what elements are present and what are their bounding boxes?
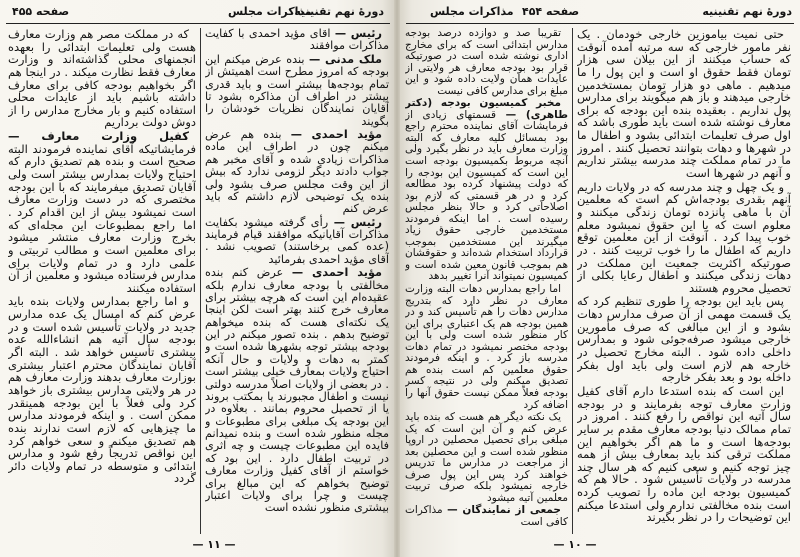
text-column-left — [8, 28, 196, 534]
speech-text: بنده عرض میکنم این بودجه که امروز مطرح است اهمیتش از تمام بودجه‌ها بیشتر است و باید قدری بیشتر در اطراف آن مذاکره بشود تا آقایان نمایندگان نظریات خودشان را بگویند — [205, 52, 389, 128]
folio-number: — ۱۱ — — [192, 538, 236, 551]
speech-paragraph — [405, 28, 568, 97]
speech-text: فرمایشاتیکه آقای نماینده فرمودند البته صحیح است و بنده هم تصدیق دارم که احتیاج ولایات بمدارس بیشتر است ولی آقایان تصدیق میفرمایند که با این بودجه مختصری که در دست وزارت معارف است نمیشود بیش از این اقدام کرد . اما راجع بمطبوعات این مجله‌ای که بخرج وزارت معارف منتشر میشود برای معلمین است و مطالب تربیتی و علمی دارد و در تمام ولایات برای مدارس فرستاده میشود و معلمین از آن استفاده میکنند — [8, 141, 196, 295]
speech-paragraph — [205, 129, 389, 216]
speech-text: که در مملکت مصر هم وزارت معارف هست ولی تعلیمات ابتدائی را بعهده انجمنهای محلی گذاشته‌اند و وزارت معارف فقط نظارت میکند . در اینجا هم اگر بخواهیم بودجه کافی برای معارف داشته باشیم باید از عایدات محلی استفاده کنیم و بار مخارج مدارس را از دوش دولت برداریم — [8, 28, 196, 130]
speaker-name: مؤید احمدی — — [290, 128, 383, 141]
speech-text: یک نکته دیگر هم هست که بنده باید عرض کنم و آن این است که یک مبلغی برای تحصیل محصلین در اروپا منظور شده است و این محصلین بعد از مراجعت در مدارس ما تدریس خواهند کرد پس این پول صرف خارجه نمیشود بلکه صرف تربیت معلمین آتیه میشود — [405, 411, 568, 504]
speech-paragraph — [8, 295, 196, 485]
text-column-left — [405, 28, 568, 534]
running-head-session: دورهٔ نهم تقنینیه — [294, 5, 384, 18]
speech-text: و یک چهل و چند مدرسه که در ولایات داریم آنهم بقدری بودجه‌اش کم است که معلمین آن با ماهی پانزده تومان زندگی میکنند و معلوم است که با این حقوق نمیشود معلم خوب پیدا کرد . آنوقت از این معلمین توقع داریم که اطفال ما را خوب تربیت کنند . در صورتیکه اکثریت جمعیت این مملکت در دهات زندگی میکنند و اطفال رعایا بکلی از تحصیل محروم هستند — [577, 179, 791, 295]
speech-text: اما راجع بمدارس دهات البته وزارت معارف در نظر دارد که بتدریج مدارس دهات را هم تأسیس کند و در همین بودجه هم یک اعتباری برای این کار منظور شده است ولی با این بودجه مختصر نمیشود در تمام دهات مدرسه باز کرد . و اینکه فرمودند حقوق معلمین کم است بنده هم تصدیق میکنم ولی در نتیجه کسر بودجه فعلاً ممکن نیست حقوق آنها را اضافه کرد — [405, 283, 568, 411]
speech-paragraph — [405, 284, 568, 411]
text-column-right — [205, 28, 389, 534]
speech-text: بنده هم عرض میکنم چون در اطراف این ماده مذاکرات زیادی شده و آقای مخبر هم جواب دادند دیگر لزومی ندارد که بیش از این وقت مجلس صرف بشود ولی بنده یک توضیحی لازم داشتم که باید عرض کنم — [205, 128, 389, 216]
speech-paragraph — [205, 54, 389, 128]
speech-text: رأی گرفته میشود بکفایت مذاکرات آقایانیکه موافقند قیام فرمایند (عده کمی برخاستند) تصویب نشد . آقای مؤید احمدی بفرمائید — [205, 215, 389, 266]
speech-paragraph — [577, 295, 791, 383]
column-rule — [572, 28, 573, 534]
page-right — [400, 0, 800, 557]
speech-paragraph — [577, 181, 791, 295]
speaker-name: مؤید احمدی — — [291, 266, 382, 280]
header-rule — [406, 23, 794, 24]
speech-text: عرض کنم بنده مخالفتی با بودجه معارف ندارم بلکه عقیده‌ام این است که هرچه بیشتر برای معارف خرج کنند بهتر است لکن اینجا یک نکته‌ای هست که بنده میخواهم توضیح بدهم . بنده تصور میکنم در این بودجه بیشتر توجه بشهرها شده است و کمتر به دهات و ولایات و حال آنکه احتیاج ولایات بمعارف خیلی بیشتر است . در بعضی از ولایات اصلاً مدرسه دولتی نیست و اطفال مجبورند یا بمکتب بروند یا از تحصیل محروم بمانند . بعلاوه در این بودجه یک مبلغی برای مطبوعات و مجله منظور شده است و بنده نمیدانم فایده این مطبوعات چیست و چه اثری در تربیت اطفال دارد . این بود که خواستم از آقای کفیل وزارت معارف توضیح بخواهم که این مبالغ برای چیست و چرا برای ولایات اعتبار بیشتری منظور نشده است — [205, 266, 389, 515]
speech-text: آقای مؤید احمدی با کفایت مذاکرات موافقند — [205, 28, 389, 53]
column-rule — [200, 28, 201, 534]
page-left — [0, 0, 394, 557]
speaker-name: رئیس — — [333, 215, 382, 229]
speech-text: این است که بنده استدعا دارم آقای کفیل وزارت معارف توجه بفرمایند و در بودجه سال آتیه این نواقص را رفع کنند . امروز در تمام ممالک دنیا بودجه معارف مقدم بر سایر بودجه‌ها است و ما هم اگر بخواهیم این مملکت ترقی کند باید بمعارف بیش از همه چیز توجه کنیم و سعی کنیم که هر سال چند مدرسه در ولایات تأسیس شود . حالا هم که کمیسیون بودجه این ماده را تصویب کرده است بنده مخالفتی ندارم ولی استدعا میکنم این توضیحات را در نظر بگیرند — [577, 383, 791, 525]
running-head-session: دورهٔ نهم تقنینیه — [702, 5, 792, 18]
speech-paragraph — [577, 385, 791, 524]
speech-text: و اما راجع بمدارس ولایات بنده باید عرض کنم که امسال یک عده مدارس جدید در ولایات تأسیس شده است و در بودجه سال آتیه هم انشاءالله عده بیشتری تأسیس خواهد شد . البته اگر آقایان نمایندگان محترم اعتبار بیشتری بوزارت معارف بدهند وزارت معارف هم در هر ولایتی مدارس بیشتری باز خواهد کرد ولی فعلاً با این بودجه همینقدر ممکن است . و اینکه فرمودند مدارس ما چیزهایی که لازم است ندارند بنده هم تصدیق میکنم و سعی خواهم کرد این نواقص تدریجاً رفع شود و مدارس ابتدائی و متوسطه در تمام ولایات دائر گردد — [8, 294, 196, 486]
running-head-title: مذاکرات مجلس — [228, 5, 312, 18]
speaker-name: ملک مدنی — — [309, 52, 383, 66]
speech-paragraph — [205, 217, 389, 267]
speech-paragraph — [405, 412, 568, 504]
speech-text: پس باید این بودجه را طوری تنظیم کرد که یک قسمت مهمی از آن صرف مدارس دهات بشود و از این مبالغی که صرف مأمورین خارجی میشود صرفه‌جوئی شود و بمدارس داخلی داده شود . البته مخارج تحصیل در خارجه هم لازم است ولی باید اول بفکر داخله بود و بعد بفکر خارجه — [577, 294, 791, 385]
speech-text: قسمتهای زیادی از فرمایشات آقای نماینده محترم راجع بود بمسائل کلیه معارف که البته وزارت معارف باید در نظر بگیرد ولی آنچه مربوط بکمیسیون بودجه است این است که کمیسیون این بودجه را که دولت پیشنهاد کرده بود مطالعه کرد و در هر قسمتی که لازم بود اصلاحاتی کرد و حالا بنظر مجلس رسیده است . اما اینکه فرمودند مستخدمین خارجی حقوق زیاد میگیرند این مستخدمین بموجب قرارداد استخدام شده‌اند و حقوقشان هم بموجب قانون معین شده است و کمیسیون نمیتواند آنرا تغییر بدهد — [405, 108, 568, 283]
speaker-name: جمعی از نمایندگان — — [447, 504, 561, 517]
page-number: صفحه ۴۵۴ — [522, 5, 580, 18]
speaker-name: مخبر کمیسیون بودجه (دکتر طاهری) — — [405, 97, 568, 121]
speech-text: حتی نمیت بیاموزین خارجی خودمان . یک نفر مامور خارجی که سه مرتبه آمده آنوقت که حساب میکنند از این بیلان سی هزار تومان فقط حقوق او است و این پول را ما میدهیم . ماهی دو هزار تومان بمستخدمین خارجی میدهند و باز هم میگویند برای مدارس پول نداریم . بعقیده بنده این بودجه که برای معارف نوشته شده است باید طوری باشد که اول صرف تعلیمات ابتدائی بشود و اطفال ما در شهرها و دهات بتوانند تحصیل کنند . امروز ما در تمام مملکت چند مدرسه بیشتر نداریم و آنهم در شهرها است — [577, 28, 791, 181]
header-rule — [6, 23, 390, 24]
speech-text: تقریباً صد و دوازده درصد بودجه مدارس ابتدائی است که برای مخارج اداری نوشته شده است در صورتیکه قرار بود بودجه معارف هر ولایتی از عایدات همان ولایت داده شود و این مبلغ برای مدارس کافی نیست — [405, 28, 568, 97]
speech-paragraph — [405, 505, 568, 528]
speech-paragraph — [577, 28, 791, 180]
speech-paragraph — [8, 28, 196, 129]
text-column-right — [577, 28, 791, 534]
speech-paragraph — [405, 98, 568, 283]
speech-text: مذاکرات کافی است — [405, 504, 568, 528]
speaker-name: کفیل وزارت معارف — — [8, 129, 189, 144]
speech-paragraph — [205, 28, 389, 53]
speech-paragraph — [205, 267, 389, 515]
page-number: صفحه ۴۵۵ — [12, 5, 70, 18]
speech-paragraph — [8, 130, 196, 294]
folio-number: — ۱۰ — — [553, 538, 597, 551]
speaker-name: رئیس — — [334, 28, 383, 40]
running-head-title: مذاکرات مجلس — [430, 5, 514, 18]
